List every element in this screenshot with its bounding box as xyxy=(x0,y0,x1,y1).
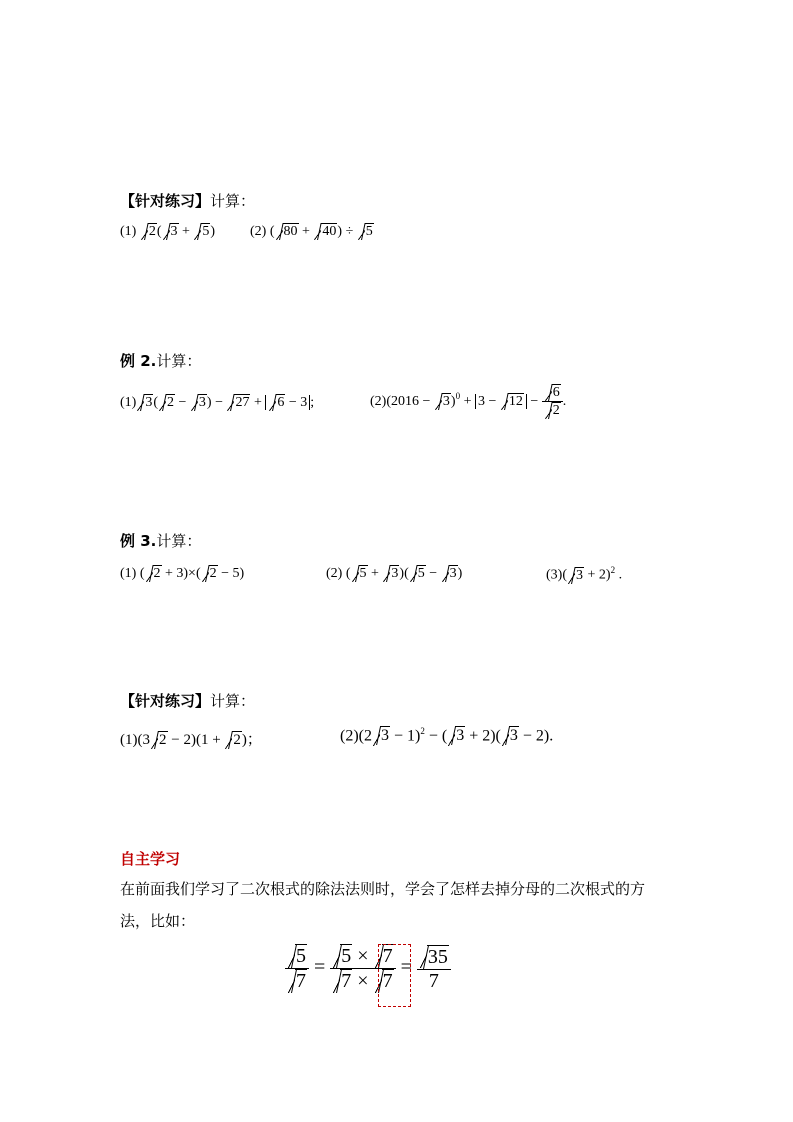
example3-problem-3: (3)( 3 + 2)$^2$ . xyxy=(546,565,623,583)
self-study-line-1: 在前面我们学习了二次根式的除法法则时，学会了怎样去掉分母的二次根式的方 xyxy=(120,880,646,898)
example3-problem-1: (1) ( 2 + 3)×( 2 − 5) xyxy=(120,566,245,581)
example3-problem-2: (2) ( 5 + 3)( 5 − 3) xyxy=(326,566,463,581)
formula-left-fraction: $\frac{5}{7}$ xyxy=(285,944,309,993)
practice1-problem-1: (1) 2( 3 + 5) xyxy=(120,224,216,239)
rationalization-formula: $\frac{5}{7}$ = $\frac{5 \times 7}{7 \times 7}$ = $\frac{35}{7}$ xyxy=(285,944,451,993)
self-study-heading: 自主学习 xyxy=(120,850,181,868)
example2-title: 例 2.计算： xyxy=(120,352,202,370)
example2-problem-2: $(2)(2016 - 3)^0 + 3 - 12$ − $\frac{6}{2}$ . xyxy=(370,385,567,419)
highlight-dashed-box xyxy=(378,944,411,1007)
practice2-title: 【针对练习】计算： xyxy=(120,692,256,710)
formula-middle-fraction: $\frac{5 \times 7}{7 \times 7}$ xyxy=(330,944,395,993)
example3-title: 例 3.计算： xyxy=(120,532,202,550)
example2-problem-1: (1) 3( 2 − 3) − 27 + 6 − 3 ; xyxy=(120,395,315,410)
practice2-problem-1: (1)(3 2 − 2)(1 + 2)； xyxy=(120,732,262,748)
self-study-line-2: 法，比如： xyxy=(120,912,196,930)
practice2-problem-2: (2)(2 3 − 1)$^2$ − ( 3 + 2)( 3 − 2). xyxy=(340,726,554,745)
practice1-problem-2: (2) ( 80 + 40) ÷ 5 xyxy=(250,224,373,239)
practice1-title: 【针对练习】计算： xyxy=(120,192,256,210)
formula-right-fraction: $\frac{35}{7}$ xyxy=(417,945,451,993)
